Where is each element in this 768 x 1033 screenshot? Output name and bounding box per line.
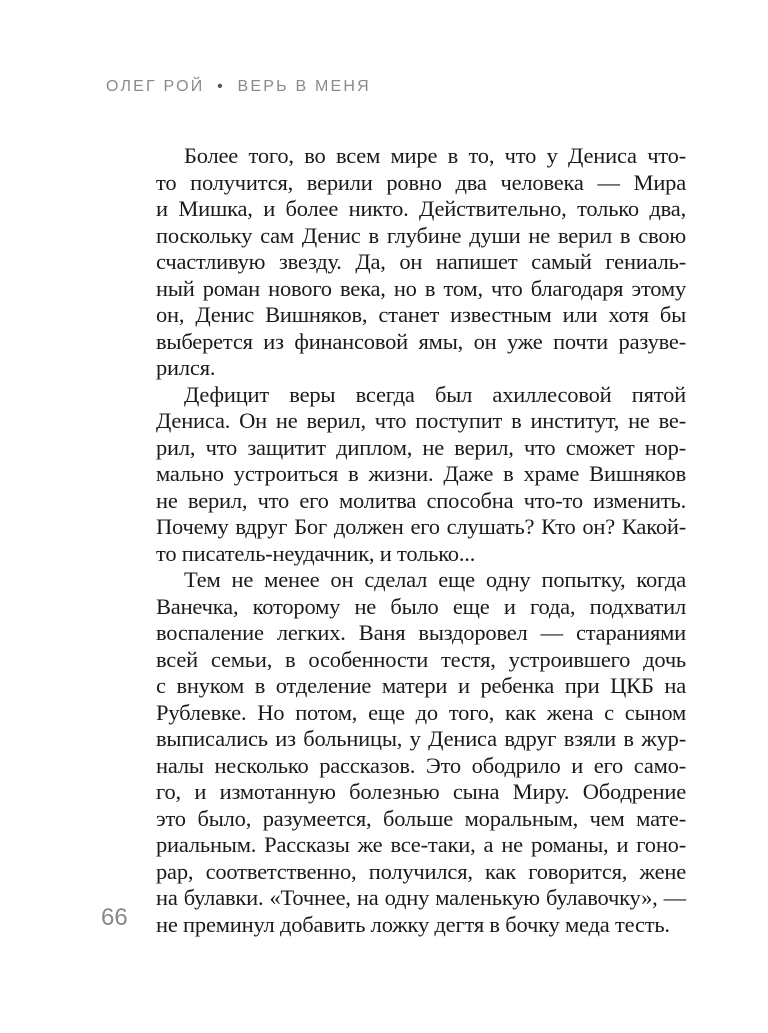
text-line: то получится, верили ровно два человека — Мира — [156, 169, 686, 195]
paragraph-1 — [156, 143, 686, 382]
text-line: рар, соответственно, получился, как говорится, жене — [156, 858, 686, 884]
text-line: риальным. Рассказы же все-таки, а не романы, и гоно- — [156, 832, 686, 857]
text-line: Ванечка, которому не было еще и года, подхватил — [156, 593, 686, 619]
text-line: Почему вдруг Бог должен его слушать? Кто он? Какой- — [156, 514, 686, 539]
text-line: с внуком в отделение матери и ребенка при ЦКБ на — [156, 673, 686, 698]
text-line: Рублевке. Но потом, еще до того, как жена с сыном — [156, 699, 686, 725]
text-line: Более того, во всем мире в то, что у Дениса что- — [184, 143, 686, 168]
text-line: не преминул добавить ложку дегтя в бочку меда тесть. — [156, 911, 670, 937]
paragraph-2 — [156, 382, 686, 568]
text-line: не верил, что его молитва способна что-то изменить. — [156, 487, 686, 513]
text-line: и Мишка, и более никто. Действительно, только два, — [156, 196, 686, 221]
text-line: налы несколько рассказов. Это ободрило и его само- — [156, 752, 686, 778]
text-line: Дефицит веры всегда был ахиллесовой пятой — [184, 381, 686, 407]
text-line: на булавки. «Точнее, на одну маленькую булавочку», — — [156, 885, 686, 910]
text-line: Дениса. Он не верил, что поступит в институт, не ве- — [156, 408, 686, 433]
text-line: он, Денис Вишняков, станет известным или хотя бы — [156, 302, 686, 327]
text-line: то писатель-неудачник, и только... — [156, 540, 476, 566]
paragraph-3 — [156, 567, 686, 938]
header-bullet: • — [217, 78, 225, 95]
text-line: это было, разумеется, больше моральным, чем мате- — [156, 805, 686, 831]
text-line: поскольку сам Денис в глубине души не верил в свою — [156, 222, 686, 248]
text-line: воспаление легких. Ваня выздоровел — стараниями — [156, 620, 686, 645]
page-number: 66 — [101, 904, 128, 931]
text-line: выберется из финансовой ямы, он уже почти разуве- — [156, 328, 686, 354]
text-line: Тем не менее он сделал еще одну попытку, когда — [184, 567, 686, 592]
header-book-title: ВЕРЬ В МЕНЯ — [237, 78, 371, 95]
text-line: выписались из больницы, у Дениса вдруг взяли в жур- — [156, 726, 686, 751]
header-author: ОЛЕГ РОЙ — [106, 78, 205, 95]
text-line: рился. — [156, 355, 216, 380]
text-line: мально устроиться в жизни. Даже в храме Вишняков — [156, 461, 686, 486]
text-line: го, и измотанную болезнью сына Миру. Ободрение — [156, 779, 686, 804]
running-header — [106, 78, 371, 96]
text-line: ный роман нового века, но в том, что благодаря этому — [156, 275, 686, 301]
text-line: рил, что защитит диплом, не верил, что сможет нор- — [156, 434, 686, 460]
text-line: всей семьи, в особенности тестя, устроившего дочь — [156, 646, 686, 672]
body-text — [156, 143, 686, 938]
text-line: счастливую звезду. Да, он напишет самый гениаль- — [156, 249, 686, 274]
